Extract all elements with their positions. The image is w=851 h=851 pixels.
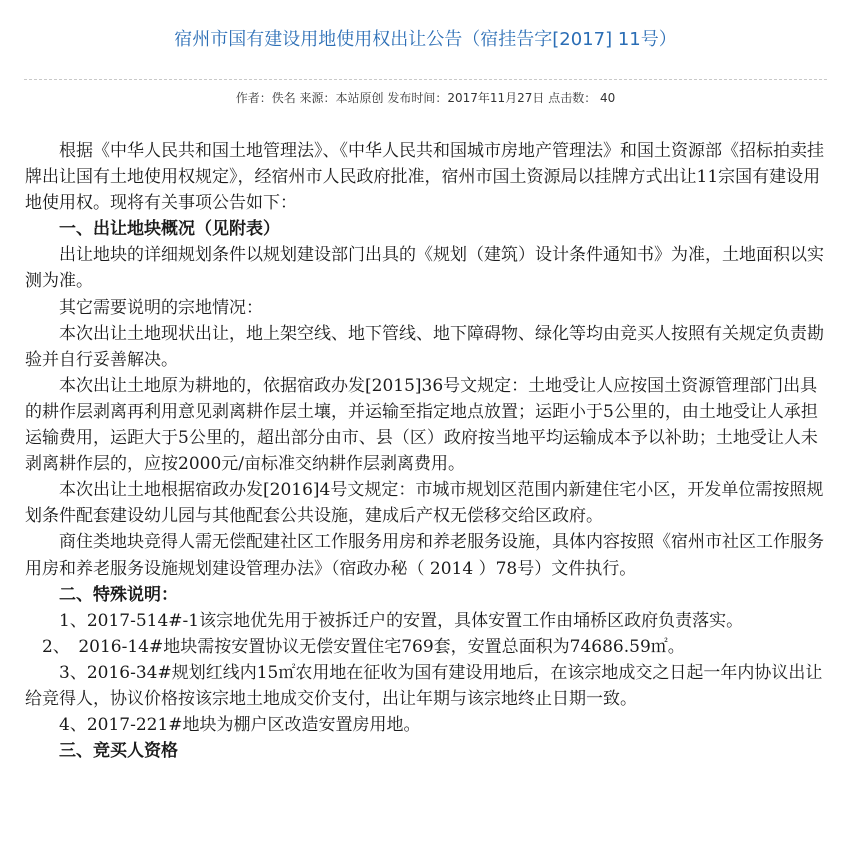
section-heading-3: 三、竞买人资格 (25, 741, 178, 762)
special-note-item: 3、2016-34#规划红线内15㎡农用地在征收为国有建设用地后，在该宗地成交之日起一年内协议出让给竞得人，协议价格按该宗地土地成交价支付，出让年期与该宗地终止日期一致。 (25, 662, 823, 709)
body-paragraph: 本次出让土地根据宿政办发[2016]4号文规定：市城市规划区范围内新建住宅小区，开发单位需按照规划条件配套建设幼儿园与其他配套公共设施，建成后产权无偿移交给区政府。 (25, 480, 824, 527)
body-paragraph: 本次出让土地原为耕地的，依据宿政办发[2015]36号文规定：土地受让人应按国土资源管理部门出具的耕作层剥离再利用意见剥离耕作层土壤，并运输至指定地点放置；运距小于5公里的，由土地受让人承担运输费用，运距大于5公里的，超出部分由市、县（区）政府按当地平均运输成本予以补助；土地受让人未剥离耕作层的，应按2000元/亩标准交纳耕作层剥离费用。 (25, 375, 818, 475)
body-paragraph: 商住类地块竞得人需无偿配建社区工作服务用房和养老服务设施，具体内容按照《宿州市社区工作服务用房和养老服务设施规划建设管理办法》（宿政办秘（ 2014 ）78号）文件执行。 (25, 532, 824, 579)
body-paragraph: 本次出让土地现状出让，地上架空线、地下管线、地下障碍物、绿化等均由竞买人按照有关规定负责勘验并自行妥善解决。 (25, 323, 824, 370)
special-note-item: 4、2017-221#地块为棚户区改造安置房用地。 (25, 715, 421, 736)
article-meta: 作者：佚名 来源：本站原创 发布时间：2017年11月27日 点击数： 40 (235, 91, 616, 105)
special-note-item: 1、2017-514#-1该宗地优先用于被拆迁户的安置，具体安置工作由埇桥区政府负责落实。 (25, 610, 744, 631)
special-note-item: 2、 2016-14#地块需按安置协议无偿安置住宅769套，安置总面积为74686.59㎡。 (25, 636, 685, 657)
section-heading-2: 二、特殊说明： (25, 584, 178, 605)
article-body (25, 138, 831, 764)
body-paragraph: 其它需要说明的宗地情况： (25, 297, 263, 318)
intro-paragraph: 根据《中华人民共和国土地管理法》、《中华人民共和国城市房地产管理法》和国土资源部《招标拍卖挂牌出让国有土地使用权规定》，经宿州市人民政府批准，宿州市国土资源局以挂牌方式出让11宗国有建设用地使用权。现将有关事项公告如下： (25, 141, 824, 214)
section-heading-1: 一、出让地块概况（见附表） (25, 219, 280, 240)
page-title: 宿州市国有建设用地使用权出让公告（宿挂告字[2017] 11号） (174, 29, 677, 50)
title-divider (24, 79, 827, 80)
body-paragraph: 出让地块的详细规划条件以规划建设部门出具的《规划（建筑）设计条件通知书》为准，土地面积以实测为准。 (25, 245, 824, 292)
